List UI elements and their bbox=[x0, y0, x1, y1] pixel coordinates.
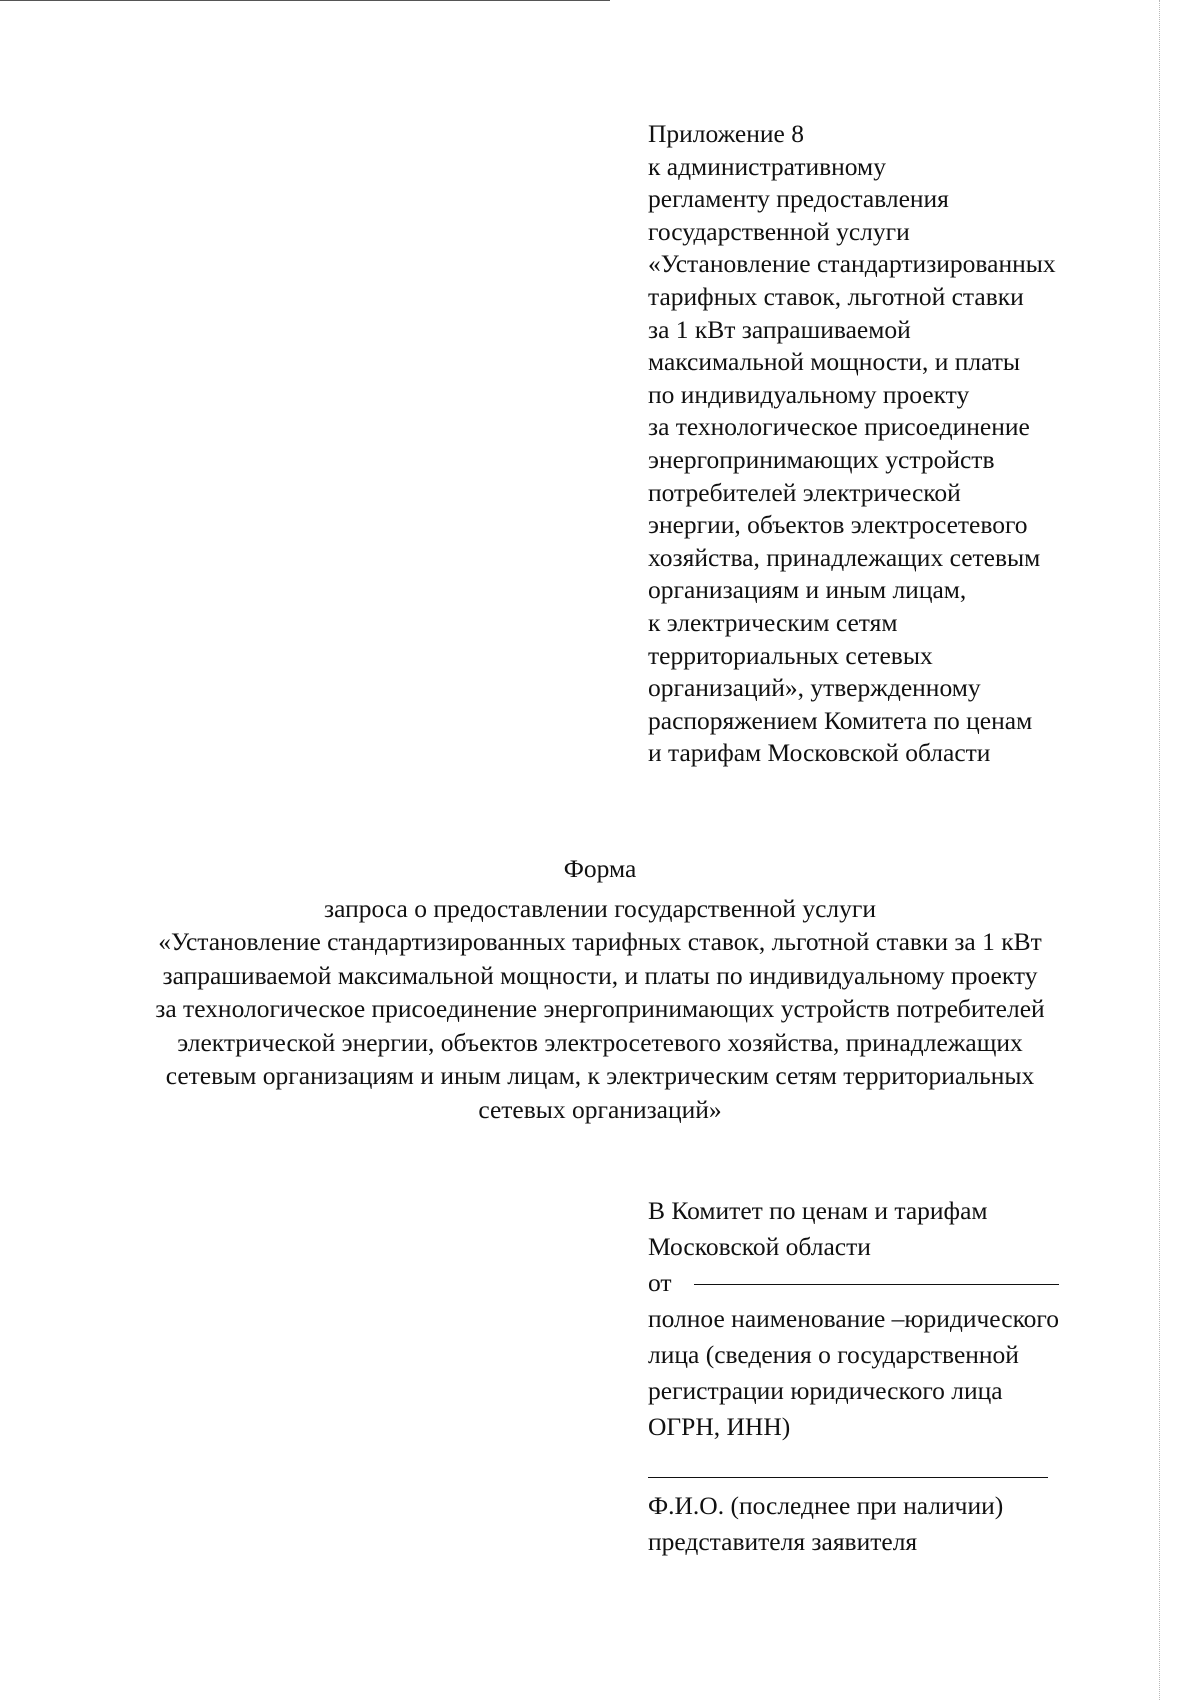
form-heading-line: сетевым организациям и иным лицам, к электрическим сетям территориальных bbox=[165, 1061, 1035, 1090]
applicant-caption-line: полное наименование –юридического bbox=[648, 1304, 1059, 1333]
applicant-name-blank[interactable] bbox=[694, 1284, 1059, 1285]
representative-name-blank[interactable] bbox=[648, 1477, 1048, 1478]
top-rule bbox=[0, 0, 610, 1]
form-heading-line: сетевых организаций» bbox=[478, 1094, 722, 1124]
annex-line: «Установление стандартизированных bbox=[648, 249, 1056, 279]
annex-line: потребителей электрической bbox=[648, 477, 961, 507]
annex-line: за 1 кВт запрашиваемой bbox=[648, 314, 911, 344]
annex-line: к административному bbox=[648, 151, 886, 181]
form-heading-line: «Установление стандартизированных тарифных ставок, льготной ставки за 1 кВт bbox=[158, 927, 1042, 956]
annex-line: территориальных сетевых bbox=[648, 640, 933, 670]
addressee-block bbox=[648, 1193, 1168, 1560]
form-heading-line: запрашиваемой максимальной мощности, и платы по индивидуальному проекту bbox=[162, 960, 1038, 990]
applicant-caption-line: лица (сведения о государственной bbox=[648, 1340, 1019, 1369]
annex-line: Приложение 8 bbox=[648, 119, 804, 148]
annex-line: распоряжением Комитета по ценам bbox=[648, 705, 1033, 735]
annex-line: организаций», утвержденному bbox=[648, 673, 981, 703]
addressee-line: В Комитет по ценам и тарифам bbox=[648, 1196, 988, 1225]
representative-caption-line: Ф.И.О. (последнее при наличии) bbox=[648, 1491, 1004, 1520]
form-title: Форма bbox=[563, 854, 637, 883]
annex-line: государственной услуги bbox=[648, 216, 910, 246]
annex-reference bbox=[648, 118, 1168, 770]
form-heading-line: электрической энергии, объектов электросетевого хозяйства, принадлежащих bbox=[177, 1027, 1023, 1057]
annex-line: энергопринимающих устройств bbox=[648, 444, 995, 474]
from-label: от bbox=[648, 1268, 672, 1297]
annex-line: тарифных ставок, льготной ставки bbox=[648, 281, 1024, 311]
annex-line: максимальной мощности, и платы bbox=[648, 347, 1021, 377]
applicant-caption-line: регистрации юридического лица bbox=[648, 1376, 1003, 1405]
form-heading-line: за технологическое присоединение энергопринимающих устройств потребителей bbox=[155, 994, 1045, 1023]
annex-line: к электрическим сетям bbox=[648, 607, 898, 637]
form-heading-line: запроса о предоставлении государственной услуги bbox=[324, 893, 876, 923]
annex-line: регламенту предоставления bbox=[648, 184, 949, 214]
annex-line: организациям и иным лицам, bbox=[648, 575, 967, 605]
annex-line: и тарифам Московской области bbox=[648, 738, 991, 768]
form-heading bbox=[60, 852, 1140, 1126]
applicant-caption-line: ОГРН, ИНН) bbox=[648, 1412, 791, 1441]
annex-line: хозяйства, принадлежащих сетевым bbox=[648, 542, 1041, 572]
annex-line: по индивидуальному проекту bbox=[648, 379, 970, 409]
addressee-line: Московской области bbox=[648, 1232, 871, 1261]
representative-caption-line: представителя заявителя bbox=[648, 1527, 918, 1556]
annex-line: энергии, объектов электросетевого bbox=[648, 510, 1028, 540]
from-row bbox=[648, 1265, 1168, 1301]
annex-line: за технологическое присоединение bbox=[648, 412, 1030, 442]
